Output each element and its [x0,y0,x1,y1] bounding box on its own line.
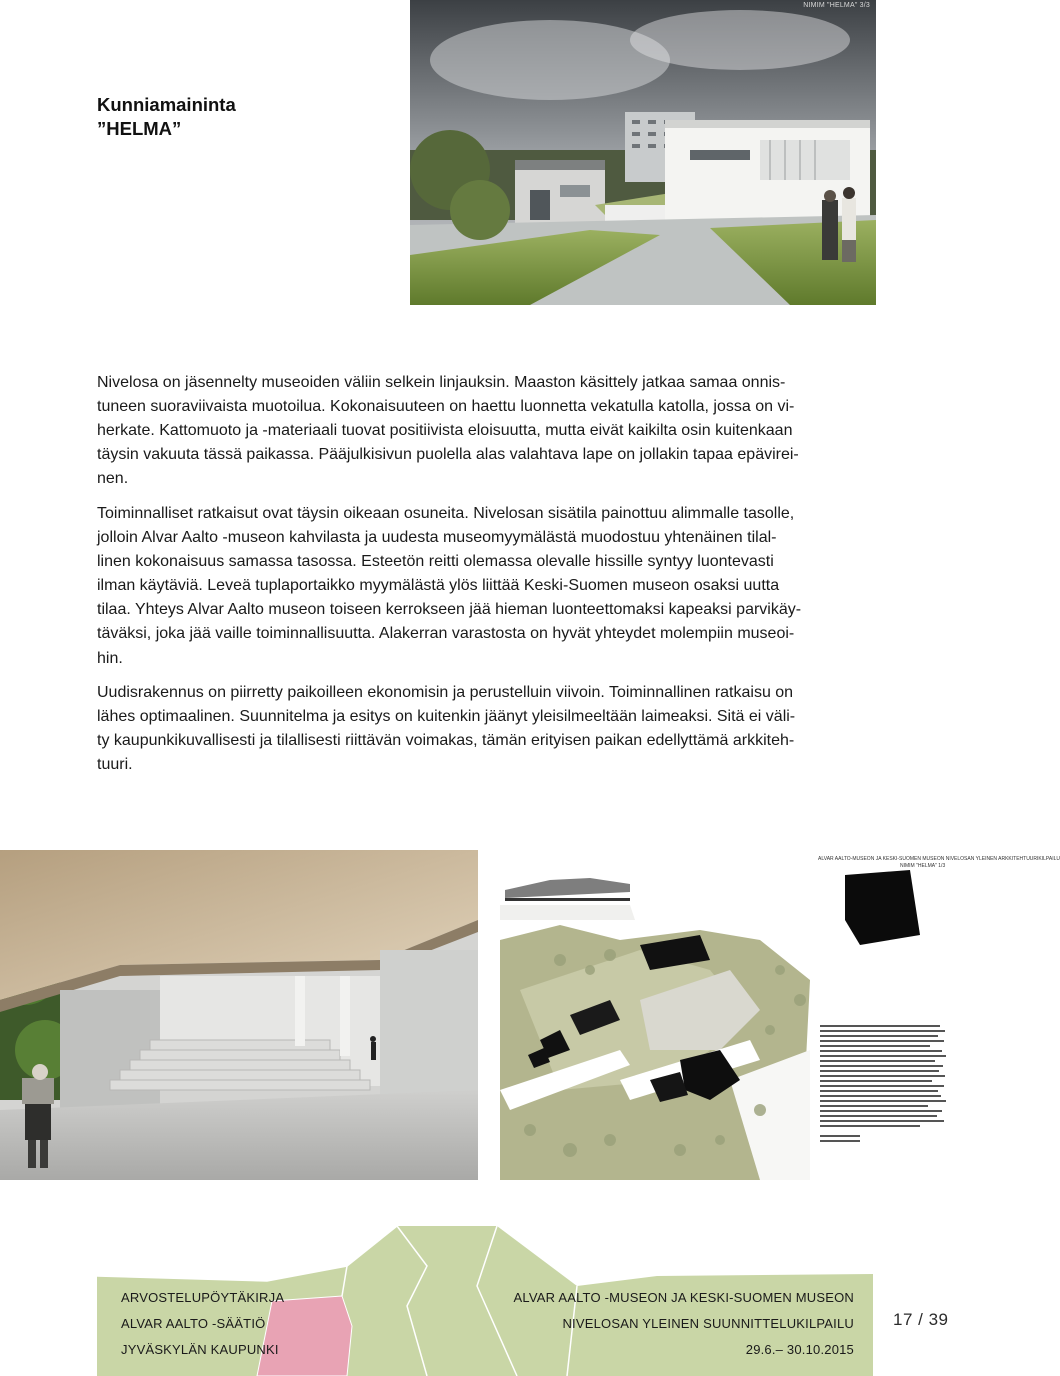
text-line: Toiminnalliset ratkaisut ovat täysin oikeaan osuneita. Nivelosan sisätila painottuu alimmalle tasolle, [97,504,795,522]
interior-render-image [0,850,478,1180]
text-line: linen kokonaisuus samassa tasossa. Esteetön reitti olemassa olevalle hissille syntyy luontevasti [97,553,774,571]
footer-right-line-3: 29.6.– 30.10.2015 [745,1342,854,1357]
text-line: nen. [97,470,129,488]
evaluation-text [97,371,872,788]
render-pseudonym-tag: NIMIM "HELMA" 3/3 [803,2,870,9]
page-heading [97,93,397,141]
site-plan-board [500,850,1060,1180]
footer-right-line-1: ALVAR AALTO -MUSEON JA KESKI-SUOMEN MUSEON [513,1290,854,1305]
paragraph-3 [97,681,872,777]
footer-left-line-3: JYVÄSKYLÄN KAUPUNKI [121,1342,279,1357]
text-line: jolloin Alvar Aalto -museon kahvilasta ja uudesta museomyymälästä muodostuu yhtenäinen tilal- [97,529,777,547]
footer-right-line-2: NIVELOSAN YLEINEN SUUNNITTELUKILPAILU [562,1316,854,1331]
text-line: ty kaupunkikuvallisesti ja tilallisesti riittävän voimakas, tämän erityisen paikan edellyttämä arkkiteh- [97,732,795,750]
text-line: Nivelosa on jäsennelty museoiden väliin selkein linjauksin. Maaston käsittely jatkaa samaa onnis- [97,374,786,391]
text-line: lähes optimaalinen. Suunnitelma ja esitys on kuitenkin jäänyt yleisilmeeltään laimeaksi. Sitä ei väli- [97,708,796,726]
paragraph-2 [97,502,872,671]
text-line: Uudisrakennus on piirretty paikoilleen ekonomisin ja perustelluin viivoin. Toiminnallinen ratkaisu on [97,684,794,702]
text-line: täväksi, joka jää vaille toiminnallisuutta. Alakerran varastosta on hyvät yhteydet molempiin museoi- [97,625,795,643]
plan-board-title: ALVAR AALTO-MUSEON JA KESKI-SUOMEN MUSEON NIVELOSAN YLEINEN ARKKITEHTUURIKILPAILU [818,856,1060,862]
interior-render-drawing [0,850,478,1180]
text-line: tuuri. [97,756,133,774]
page-number: 17 / 39 [893,1310,949,1329]
text-line: ilman käytäviä. Leveä tuplaportaikko myymälästä ylös liittää Keski-Suomen museon osaksi uutta [97,577,780,595]
exterior-render-drawing [410,0,876,305]
text-line: täysin vakuuta tässä paikassa. Pääjulkisivun puolella alas valahtava lape on jollakin tapaa epävirei- [97,446,799,464]
site-plan-drawing [500,850,960,1180]
text-line: tuneen suoraviivaista muotoilua. Kokonaisuuteen on haettu luonnetta vekatulla katolla, jossa on vi- [97,398,795,416]
heading-line-2: ”HELMA” [97,118,182,139]
plan-board-pseudonym: NIMIM "HELMA" 1/3 [900,863,946,869]
text-line: tilaa. Yhteys Alvar Aalto museon toiseen kerrokseen jää hieman luonteettomaksi kapeaksi parvikäy- [97,601,802,619]
text-line: herkate. Kattomuoto ja -materiaali tuovat positiivista eloisuutta, mutta eivät kaikilta osin kuitenkaan [97,422,793,440]
text-line: hin. [97,649,123,667]
footer-left-line-2: ALVAR AALTO -SÄÄTIÖ [121,1316,266,1331]
paragraph-1 [97,371,872,491]
page-footer [97,1226,873,1376]
heading-line-1: Kunniamaininta [97,94,236,115]
footer-left-line-1: ARVOSTELUPÖYTÄKIRJA [121,1290,285,1305]
exterior-render-image [410,0,876,305]
